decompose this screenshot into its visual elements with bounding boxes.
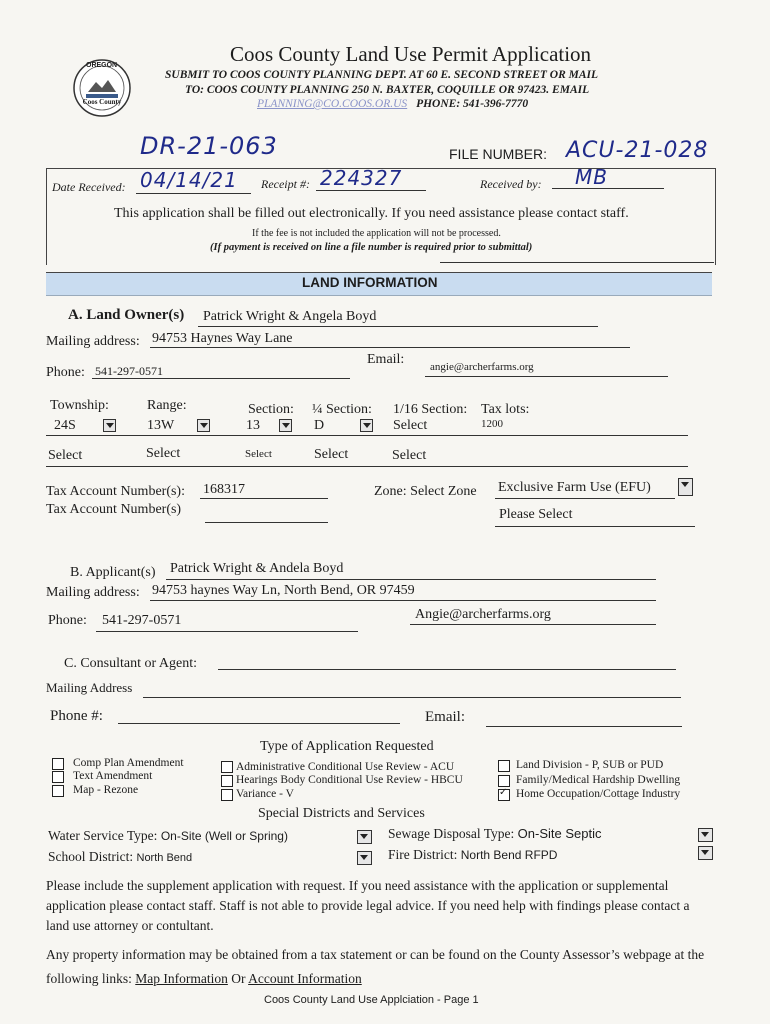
home-occupation-label: Home Occupation/Cottage Industry [516, 788, 681, 800]
supplement-paragraph: Please include the supplement application with request. If you need assistance with the application or supplemental application please contact staff. Staff is not able to provide legal advice. If you need help with findings please contact a land use attorney or contultant. [46, 878, 690, 933]
electronic-notice: This application shall be filled out electronically. If you need assistance please contact staff. [114, 206, 629, 221]
range-dropdown-icon[interactable] [197, 419, 210, 432]
text-amendment-checkbox[interactable] [52, 771, 64, 783]
section-value[interactable]: 13 [246, 418, 260, 433]
township-value[interactable]: 24S [54, 418, 76, 433]
header-line-2: TO: COOS COUNTY PLANNING 250 N. BAXTER, COQUILLE OR 97423. EMAIL [185, 84, 590, 96]
received-by-label: Received by: [480, 177, 542, 191]
acu-checkbox[interactable] [221, 761, 233, 773]
zone-label: Zone: Select Zone [374, 484, 477, 499]
payment-note: (If payment is received on line a file number is required prior to submittal) [210, 242, 533, 253]
water-service-dropdown-icon[interactable] [357, 830, 372, 844]
applicant-name[interactable]: Patrick Wright & Andela Boyd [170, 561, 344, 576]
file-number-label: FILE NUMBER: [449, 146, 548, 162]
logo-top-text: OREGON [86, 62, 118, 69]
map-information-link[interactable]: Map Information [135, 971, 228, 986]
fire-district [388, 847, 557, 863]
applicant-phone-label: Phone: [48, 613, 87, 628]
owner-mailing-value[interactable]: 94753 Haynes Way Lane [152, 331, 293, 346]
owner-phone-value[interactable]: 541-297-0571 [95, 364, 163, 378]
row2-select-1[interactable]: Select [48, 448, 83, 463]
quarter-section-label: ¼ Section: [312, 402, 372, 417]
received-by-value: MB [575, 165, 608, 189]
consultant-phone-label: Phone #: [50, 708, 103, 724]
receipt-label: Receipt #: [261, 177, 310, 191]
land-division-checkbox[interactable] [498, 760, 510, 772]
applicant-label: B. Applicant(s) [70, 565, 156, 580]
form-title: Coos County Land Use Permit Application [230, 42, 592, 66]
logo-main-text: Coos County [82, 98, 122, 106]
sewage-disposal-dropdown-icon[interactable] [698, 828, 713, 842]
land-division-label: Land Division - P, SUB or PUD [516, 759, 664, 771]
map-rezone-label: Map - Rezone [73, 784, 139, 796]
page-footer: Coos County Land Use Applciation - Page 1 [264, 994, 479, 1006]
section-dropdown-icon[interactable] [279, 419, 292, 432]
owner-email-value[interactable]: angie@archerfarms.org [430, 361, 534, 373]
variance-label: Variance - V [236, 788, 294, 800]
sewage-disposal-value[interactable]: On-Site Septic [517, 826, 602, 841]
school-district [48, 849, 192, 865]
variance-checkbox[interactable] [221, 789, 233, 801]
sewage-disposal [388, 826, 602, 842]
hbcu-label: Hearings Body Conditional Use Review - HBCU [236, 774, 463, 786]
comp-plan-checkbox[interactable] [52, 758, 64, 770]
zone-2-value[interactable]: Please Select [499, 507, 573, 522]
fire-district-dropdown-icon[interactable] [698, 846, 713, 860]
consultant-label: C. Consultant or Agent: [64, 656, 197, 671]
account-information-link[interactable]: Account Information [248, 971, 362, 986]
comp-plan-label: Comp Plan Amendment [73, 757, 184, 769]
school-district-dropdown-icon[interactable] [357, 851, 372, 865]
consultant-email-label: Email: [425, 709, 465, 725]
range-label: Range: [147, 398, 187, 413]
township-label: Township: [50, 398, 109, 413]
quarter-section-value[interactable]: D [314, 418, 325, 433]
header-line-3 [257, 98, 528, 110]
date-received-value: 04/14/21 [140, 168, 238, 192]
water-service-value[interactable]: On-Site (Well or Spring) [160, 829, 288, 843]
owner-email-label: Email: [367, 352, 405, 367]
text-amendment-label: Text Amendment [73, 770, 153, 782]
hardship-dwelling-checkbox[interactable] [498, 775, 510, 787]
tax-account-value[interactable]: 168317 [203, 482, 245, 497]
sixteenth-section-value[interactable]: Select [393, 418, 428, 433]
row2-select-2[interactable]: Select [146, 446, 181, 461]
property-info-text: Any property information may be obtained from a tax statement or can be found on the County Assessor’s webpage at the following links: [46, 947, 705, 986]
water-service-label: Water Service Type: [48, 828, 158, 843]
school-district-value[interactable]: North Bend [136, 852, 193, 864]
hardship-dwelling-label: Family/Medical Hardship Dwelling [516, 774, 681, 786]
row2-select-3[interactable]: Select [245, 448, 272, 460]
consultant-mailing-label: Mailing Address [46, 680, 133, 695]
map-rezone-checkbox[interactable] [52, 785, 64, 797]
quarter-section-dropdown-icon[interactable] [360, 419, 373, 432]
sixteenth-section-label: 1/16 Section: [393, 402, 468, 417]
zone-dropdown-icon[interactable] [678, 478, 693, 496]
date-received-label: Date Received: [52, 180, 126, 194]
home-occupation-check-icon: ✓ [499, 787, 508, 798]
or-text: Or [231, 971, 246, 986]
applicant-email-value[interactable]: Angie@archerfarms.org [415, 607, 551, 622]
planning-phone: PHONE: 541-396-7770 [416, 98, 529, 110]
tax-account-2-label: Tax Account Number(s) [46, 502, 182, 517]
land-info-title: LAND INFORMATION [302, 275, 438, 290]
planning-email-link[interactable]: PLANNING@CO.COOS.OR.US [257, 98, 408, 110]
header-line-1: SUBMIT TO COOS COUNTY PLANNING DEPT. AT 60 E. SECOND STREET OR MAIL [165, 69, 599, 81]
tax-lots-value[interactable]: 1200 [481, 418, 503, 430]
owner-phone-label: Phone: [46, 365, 85, 380]
sewage-disposal-label: Sewage Disposal Type: [388, 826, 515, 841]
water-service [48, 828, 288, 844]
township-dropdown-icon[interactable] [103, 419, 116, 432]
section-label: Section: [248, 402, 294, 417]
school-district-label: School District: [48, 849, 134, 864]
app-type-title: Type of Application Requested [260, 739, 434, 754]
hbcu-checkbox[interactable] [221, 775, 233, 787]
owner-value[interactable]: Patrick Wright & Angela Boyd [203, 309, 377, 324]
property-info-paragraph [46, 943, 706, 991]
zone-value[interactable]: Exclusive Farm Use (EFU) [498, 480, 651, 495]
fee-note: If the fee is not included the application will not be processed. [252, 228, 501, 239]
applicant-mailing-value[interactable]: 94753 haynes Way Ln, North Bend, OR 97459 [152, 583, 415, 598]
range-value[interactable]: 13W [147, 418, 175, 433]
receipt-value: 224327 [320, 166, 403, 190]
county-logo [72, 58, 132, 118]
tax-lots-label: Tax lots: [481, 402, 530, 417]
tax-account-label: Tax Account Number(s): [46, 484, 185, 499]
owner-label: A. Land Owner(s) [68, 307, 185, 323]
dr-number: DR-21-063 [140, 132, 278, 160]
owner-mailing-label: Mailing address: [46, 334, 140, 349]
applicant-mailing-label: Mailing address: [46, 585, 140, 600]
fire-district-value[interactable]: North Bend RFPD [460, 848, 558, 862]
fire-district-label: Fire District: [388, 847, 458, 862]
applicant-phone-value[interactable]: 541-297-0571 [102, 613, 182, 628]
file-number-value: ACU-21-028 [566, 138, 709, 163]
row2-select-4[interactable]: Select [314, 447, 349, 462]
services-title: Special Districts and Services [258, 806, 425, 821]
row2-select-5[interactable]: Select [392, 448, 427, 463]
acu-label: Administrative Conditional Use Review - ACU [236, 761, 455, 773]
